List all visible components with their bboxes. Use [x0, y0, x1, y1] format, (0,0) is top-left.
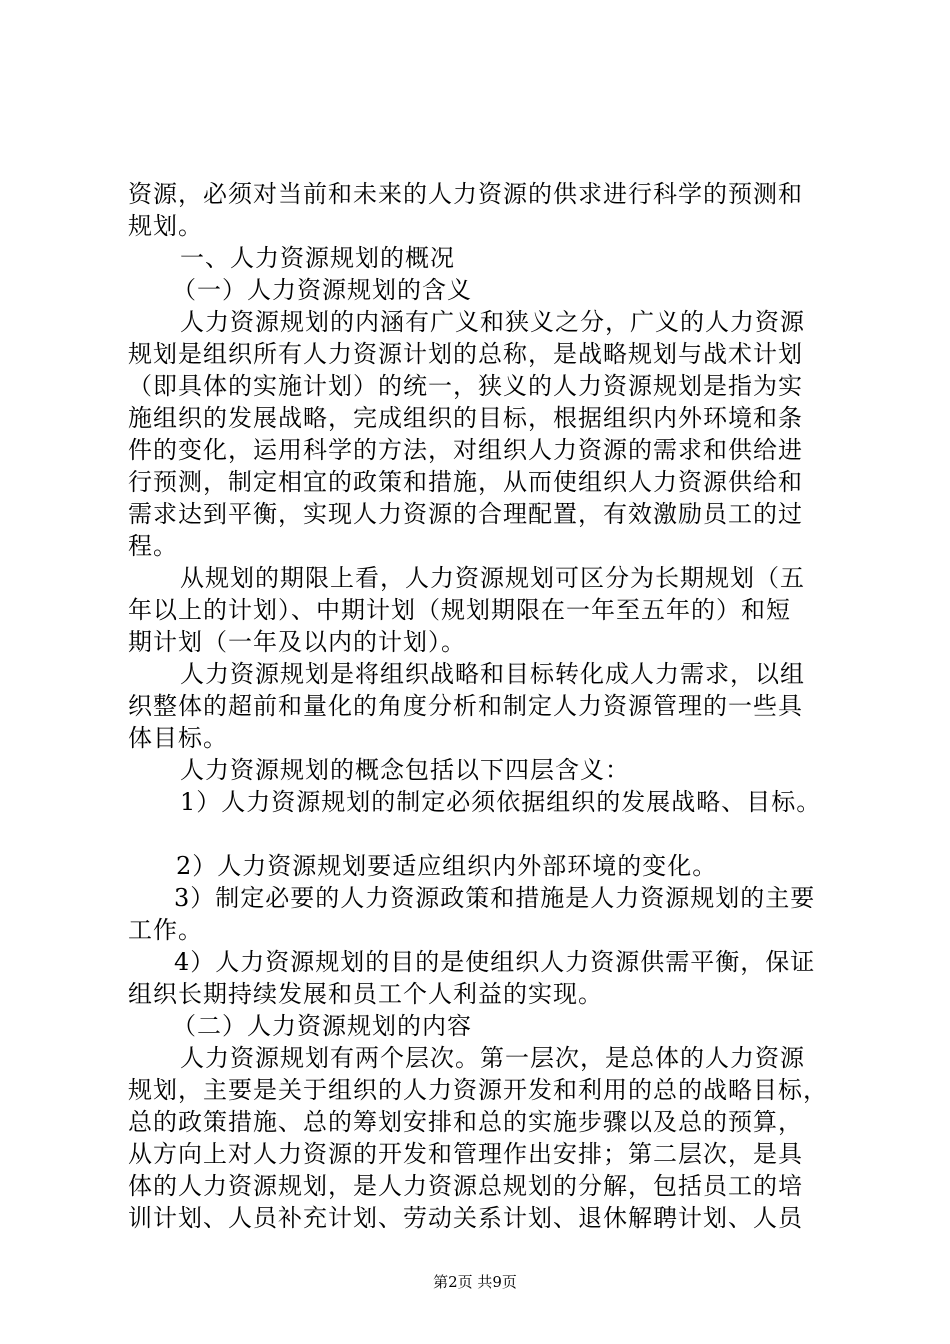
text-line: 从规划的期限上看，人力资源规划可区分为长期规划（五: [180, 564, 805, 592]
page-footer: 第2页 共9页: [433, 1273, 517, 1291]
text-line: （二）人力资源规划的内容: [172, 1012, 472, 1040]
text-line: 总的政策措施、总的筹划安排和总的实施步骤以及总的预算，: [128, 1108, 803, 1136]
text-line: 年以上的计划）、中期计划（规划期限在一年至五年的）和短: [128, 596, 791, 624]
text-line: 从方向上对人力资源的开发和管理作出安排；第二层次，是具: [128, 1140, 803, 1168]
text-line: 3）制定必要的人力资源政策和措施是人力资源规划的主要: [174, 884, 816, 912]
text-line: 训计划、人员补充计划、劳动关系计划、退休解聘计划、人员: [128, 1204, 803, 1232]
text-line: （即具体的实施计划）的统一，狭义的人力资源规划是指为实: [128, 372, 803, 400]
text-line: 需求达到平衡，实现人力资源的合理配置，有效激励员工的过: [128, 500, 803, 528]
text-line: 施组织的发展战略，完成组织的目标，根据组织内外环境和条: [128, 404, 803, 432]
text-line: 组织长期持续发展和员工个人利益的实现。: [128, 980, 603, 1008]
text-line: （一）人力资源规划的含义: [172, 276, 472, 304]
text-line: 体的人力资源规划，是人力资源总规划的分解，包括员工的培: [128, 1172, 803, 1200]
text-line: 人力资源规划是将组织战略和目标转化成人力需求，以组: [180, 660, 805, 688]
document-body: [128, 178, 848, 1234]
text-line: 人力资源规划有两个层次。第一层次，是总体的人力资源: [180, 1044, 805, 1072]
text-line: 工作。: [128, 916, 203, 944]
text-line: 期计划（一年及以内的计划）。: [128, 628, 466, 656]
text-line: 体目标。: [128, 724, 228, 752]
text-line: 规划，主要是关于组织的人力资源开发和利用的总的战略目标，: [128, 1076, 828, 1104]
text-line: 人力资源规划的内涵有广义和狭义之分，广义的人力资源: [180, 308, 805, 336]
text-line: 一、人力资源规划的概况: [180, 244, 455, 272]
text-line: 1）人力资源规划的制定必须依据组织的发展战略、目标。: [180, 788, 822, 816]
text-line: 织整体的超前和量化的角度分析和制定人力资源管理的一些具: [128, 692, 803, 720]
blank-line: [128, 818, 848, 850]
text-line: 件的变化，运用科学的方法，对组织人力资源的需求和供给进: [128, 436, 803, 464]
text-line: 人力资源规划的概念包括以下四层含义：: [180, 756, 630, 784]
text-line: 程。: [128, 532, 178, 560]
text-line: 规划是组织所有人力资源计划的总称，是战略规划与战术计划: [128, 340, 803, 368]
text-line: 规划。: [128, 212, 203, 240]
text-line: 资源，必须对当前和未来的人力资源的供求进行科学的预测和: [128, 180, 803, 208]
text-line: 行预测，制定相宜的政策和措施，从而使组织人力资源供给和: [128, 468, 803, 496]
text-line: 2）人力资源规划要适应组织内外部环境的变化。: [176, 852, 718, 880]
text-line: 4）人力资源规划的目的是使组织人力资源供需平衡，保证: [174, 948, 816, 976]
